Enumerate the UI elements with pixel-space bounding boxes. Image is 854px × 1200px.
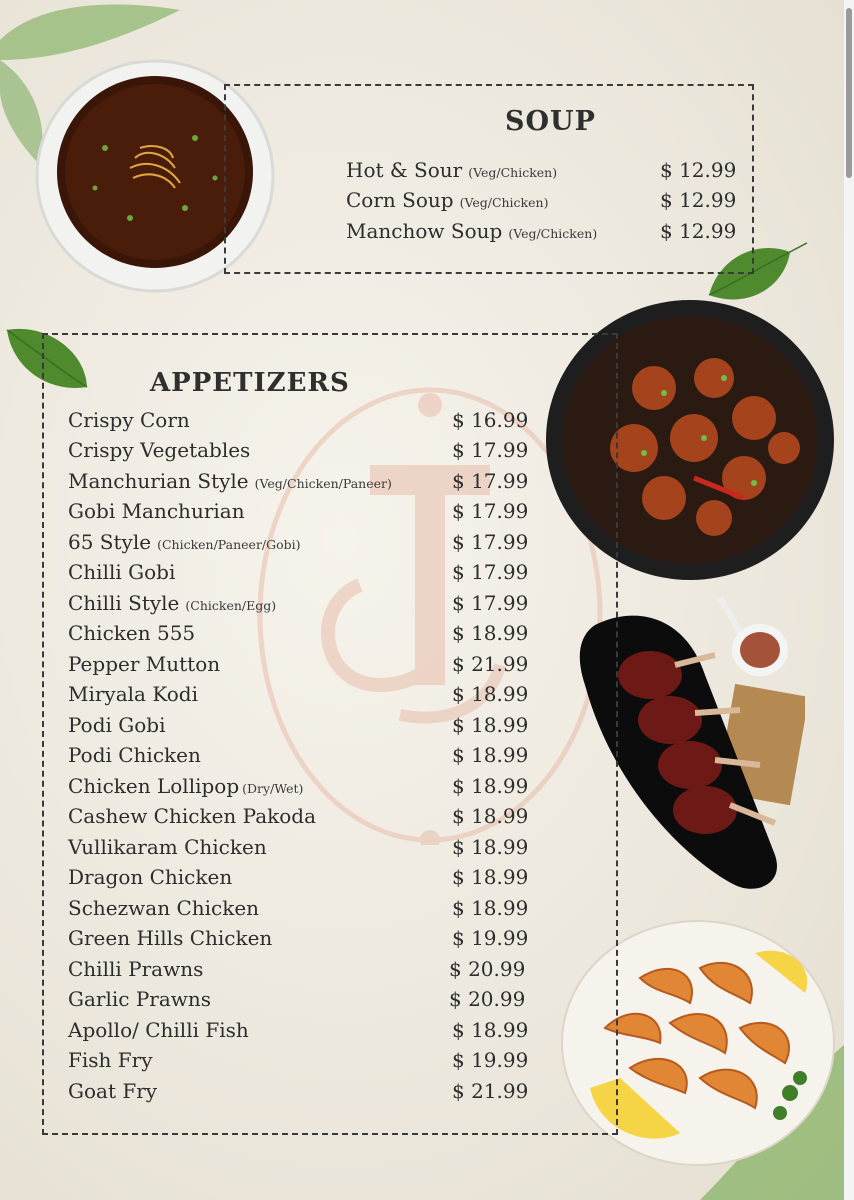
appetizer-item-name: Chilli Style — [68, 591, 180, 615]
appetizer-item — [68, 926, 272, 950]
appetizer-item — [68, 621, 195, 645]
appetizer-item-name: 65 Style — [68, 530, 152, 554]
soup-item-price: $ 12.99 — [660, 219, 737, 243]
appetizer-item-price: $ 18.99 — [452, 1018, 529, 1042]
appetizer-item-name: Dragon Chicken — [68, 865, 233, 889]
appetizer-item-note: (Chicken/Egg) — [185, 598, 277, 613]
appetizer-item-name: Crispy Vegetables — [68, 438, 251, 462]
appetizer-item-price: $ 18.99 — [452, 896, 529, 920]
appetizer-item — [68, 591, 276, 615]
appetizer-item-name: Schezwan Chicken — [68, 896, 260, 920]
appetizer-item — [68, 1018, 249, 1042]
appetizer-item — [68, 438, 250, 462]
appetizer-item-price: $ 18.99 — [452, 804, 529, 828]
appetizer-item — [68, 499, 245, 523]
appetizer-item — [68, 408, 190, 432]
appetizer-item-name: Podi Chicken — [68, 743, 201, 767]
appetizer-item-price: $ 16.99 — [452, 408, 529, 432]
appetizer-item-price: $ 17.99 — [452, 560, 529, 584]
appetizer-item — [68, 865, 232, 889]
appetizer-item-name: Pepper Mutton — [68, 652, 221, 676]
appetizer-item-name: Apollo/ Chilli Fish — [68, 1018, 249, 1042]
appetizer-item-note: (Veg/Chicken/Paneer) — [254, 476, 392, 491]
appetizer-item-price: $ 21.99 — [452, 1079, 529, 1103]
soup-item-note: (Veg/Chicken) — [468, 165, 558, 180]
appetizer-item-name: Chilli Gobi — [68, 560, 176, 584]
appetizer-item-name: Gobi Manchurian — [68, 499, 245, 523]
appetizer-item-name: Podi Gobi — [68, 713, 166, 737]
appetizer-item-note: (Chicken/Paneer/Gobi) — [157, 537, 301, 552]
appetizer-item-price: $ 17.99 — [452, 499, 529, 523]
appetizer-item-price: $ 19.99 — [452, 926, 529, 950]
appetizer-item — [68, 743, 201, 767]
appetizer-item-price: $ 18.99 — [452, 835, 529, 859]
appetizer-item-price: $ 18.99 — [452, 865, 529, 889]
appetizer-item — [68, 560, 175, 584]
appetizer-item — [68, 682, 198, 706]
appetizer-item-name: Cashew Chicken Pakoda — [68, 804, 317, 828]
soup-item-name: Hot & Sour — [346, 158, 463, 182]
soup-item — [346, 158, 557, 182]
appetizer-item-name: Green Hills Chicken — [68, 926, 273, 950]
appetizer-item-price: $ 18.99 — [452, 743, 529, 767]
appetizer-item-name: Goat Fry — [68, 1079, 158, 1103]
appetizers-heading: APPETIZERS — [150, 368, 350, 398]
appetizer-item-price: $ 20.99 — [449, 987, 526, 1011]
appetizer-item — [68, 713, 165, 737]
soup-item-note: (Veg/Chicken) — [508, 226, 598, 241]
appetizer-item-name: Chicken 555 — [68, 621, 196, 645]
soup-item-note: (Veg/Chicken) — [459, 195, 549, 210]
appetizer-item-price: $ 21.99 — [452, 652, 529, 676]
appetizer-item — [68, 1079, 157, 1103]
soup-item — [346, 219, 597, 243]
appetizer-item-price: $ 18.99 — [452, 774, 529, 798]
scrollbar-thumb[interactable] — [846, 8, 852, 178]
appetizer-item-name: Chilli Prawns — [68, 957, 204, 981]
appetizer-item — [68, 957, 203, 981]
appetizer-item — [68, 987, 211, 1011]
appetizer-item-note: (Dry/Wet) — [242, 781, 304, 796]
appetizer-item-price: $ 17.99 — [452, 530, 529, 554]
appetizer-item-price: $ 18.99 — [452, 713, 529, 737]
appetizer-item-price: $ 17.99 — [452, 591, 529, 615]
appetizer-item-name: Crispy Corn — [68, 408, 190, 432]
soup-item-price: $ 12.99 — [660, 188, 737, 212]
appetizer-item-price: $ 18.99 — [452, 621, 529, 645]
appetizer-item — [68, 896, 259, 920]
appetizer-item-name: Chicken Lollipop — [68, 774, 240, 798]
appetizer-item — [68, 469, 392, 493]
appetizer-item-name: Manchurian Style — [68, 469, 249, 493]
appetizer-item-name: Fish Fry — [68, 1048, 153, 1072]
appetizer-item — [68, 1048, 153, 1072]
soup-item — [346, 188, 548, 212]
appetizer-item — [68, 774, 303, 798]
appetizer-item-name: Garlic Prawns — [68, 987, 212, 1011]
soup-item-name: Manchow Soup — [346, 219, 503, 243]
appetizer-item — [68, 804, 316, 828]
scrollbar[interactable] — [844, 0, 854, 1200]
appetizer-item-price: $ 18.99 — [452, 682, 529, 706]
appetizer-item — [68, 835, 267, 859]
soup-item-price: $ 12.99 — [660, 158, 737, 182]
appetizer-item-price: $ 19.99 — [452, 1048, 529, 1072]
appetizer-item-price: $ 17.99 — [452, 469, 529, 493]
soup-item-name: Corn Soup — [346, 188, 454, 212]
appetizer-item — [68, 530, 301, 554]
appetizer-item-price: $ 17.99 — [452, 438, 529, 462]
appetizer-item — [68, 652, 220, 676]
appetizer-item-name: Vullikaram Chicken — [68, 835, 267, 859]
soup-heading: SOUP — [505, 106, 596, 137]
appetizer-item-name: Miryala Kodi — [68, 682, 198, 706]
appetizer-item-price: $ 20.99 — [449, 957, 526, 981]
